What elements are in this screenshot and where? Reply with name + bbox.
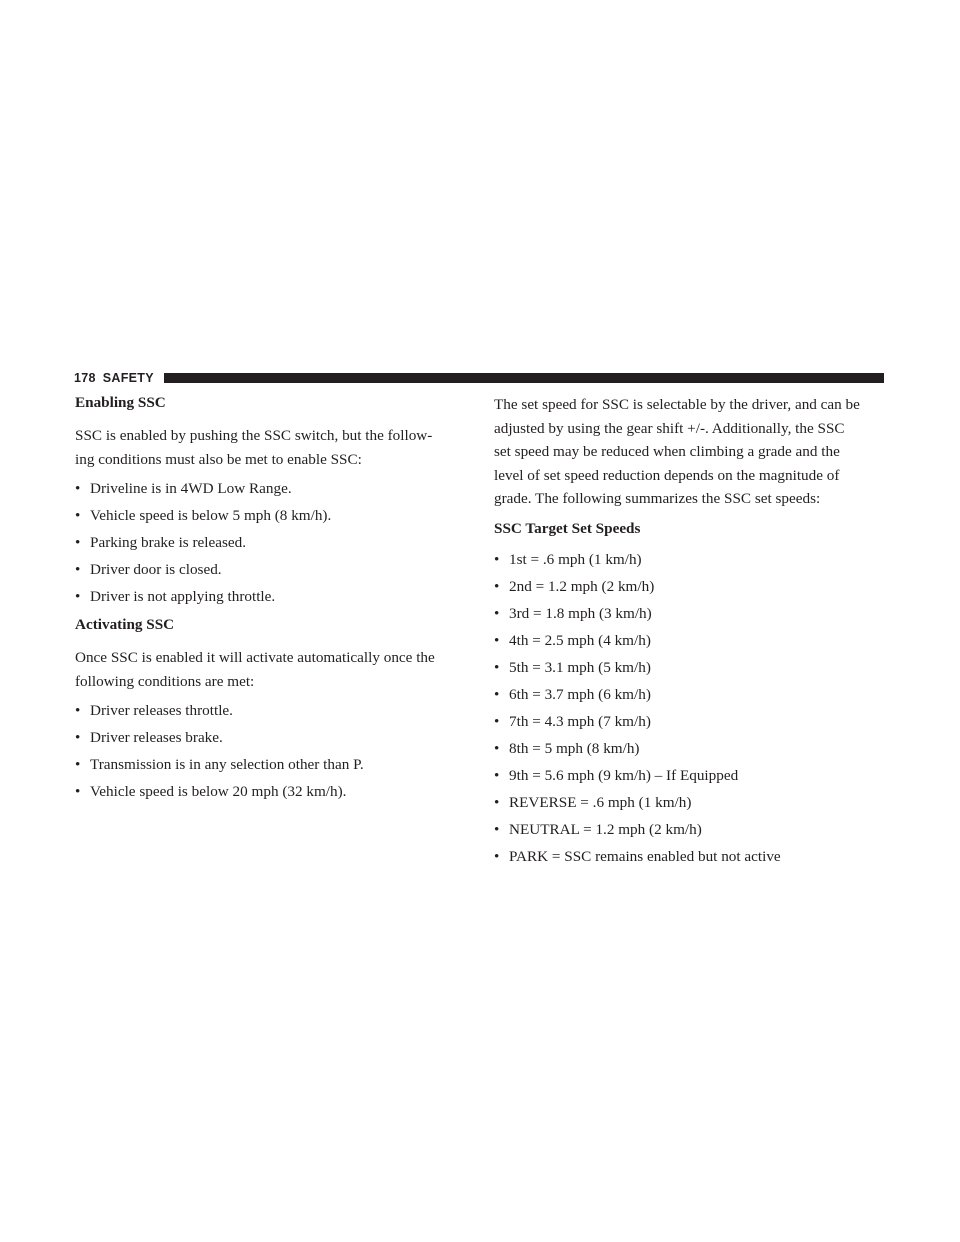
header-rule bbox=[164, 373, 884, 383]
bullet-icon: • bbox=[75, 756, 81, 774]
enabling-ssc-heading: Enabling SSC bbox=[75, 394, 166, 411]
list-item: • Driver door is closed. bbox=[75, 561, 222, 579]
list-item: • 5th = 3.1 mph (5 km/h) bbox=[494, 658, 651, 676]
intro-line: The set speed for SSC is selectable by the driver, and can be bbox=[494, 396, 860, 413]
list-item: • 8th = 5 mph (8 km/h) bbox=[494, 739, 640, 757]
bullet-icon: • bbox=[494, 712, 500, 730]
bullet-icon: • bbox=[494, 820, 500, 838]
bullet-icon: • bbox=[75, 729, 81, 747]
bullet-icon: • bbox=[75, 702, 81, 720]
enabling-intro-line-1: SSC is enabled by pushing the SSC switch, but the follow- bbox=[75, 427, 433, 444]
list-item: • 1st = .6 mph (1 km/h) bbox=[494, 550, 642, 568]
right-column bbox=[494, 393, 884, 875]
list-item: • REVERSE = .6 mph (1 km/h) bbox=[494, 793, 692, 811]
enabling-intro-line-2: ing conditions must also be met to enable SSC: bbox=[75, 450, 362, 468]
target-set-speeds-heading: SSC Target Set Speeds bbox=[494, 519, 641, 537]
bullet-icon: • bbox=[494, 577, 500, 595]
bullet-icon: • bbox=[75, 561, 81, 579]
intro-line: set speed may be reduced when climbing a grade and the bbox=[494, 443, 840, 461]
list-item: • PARK = SSC remains enabled but not active bbox=[494, 847, 781, 865]
activating-intro-line-1: Once SSC is enabled it will activate automatically once the bbox=[75, 649, 435, 667]
activating-intro-line-2: following conditions are met: bbox=[75, 672, 255, 690]
page-number: 178 bbox=[74, 371, 96, 385]
page-header bbox=[74, 371, 884, 385]
intro-line: level of set speed reduction depends on the magnitude of bbox=[494, 466, 840, 484]
bullet-icon: • bbox=[494, 847, 500, 865]
list-item: • 9th = 5.6 mph (9 km/h) – If Equipped bbox=[494, 766, 739, 784]
list-item: • Driver releases throttle. bbox=[75, 702, 233, 720]
enabling-ssc-intro bbox=[75, 424, 465, 471]
bullet-icon: • bbox=[494, 739, 500, 757]
list-item: • Transmission is in any selection other than P. bbox=[75, 756, 364, 774]
list-item: • Vehicle speed is below 20 mph (32 km/h). bbox=[75, 783, 347, 801]
list-item: • 6th = 3.7 mph (6 km/h) bbox=[494, 685, 651, 703]
bullet-icon: • bbox=[494, 550, 500, 568]
list-item: • Driver is not applying throttle. bbox=[75, 588, 276, 606]
list-item: • 4th = 2.5 mph (4 km/h) bbox=[494, 631, 651, 649]
list-item: • 7th = 4.3 mph (7 km/h) bbox=[494, 712, 651, 730]
intro-line: adjusted by using the gear shift +/-. Additionally, the SSC bbox=[494, 419, 845, 437]
bullet-icon: • bbox=[494, 658, 500, 676]
bullet-icon: • bbox=[75, 588, 81, 606]
bullet-icon: • bbox=[494, 793, 500, 811]
target-speeds-list bbox=[494, 550, 884, 866]
activating-ssc-heading: Activating SSC bbox=[75, 616, 175, 634]
list-item: • Driveline is in 4WD Low Range. bbox=[75, 480, 292, 498]
list-item: • 2nd = 1.2 mph (2 km/h) bbox=[494, 577, 655, 595]
bullet-icon: • bbox=[75, 534, 81, 552]
bullet-icon: • bbox=[75, 507, 81, 525]
left-column bbox=[75, 393, 465, 810]
activating-ssc-intro bbox=[75, 646, 465, 693]
list-item: • Driver releases brake. bbox=[75, 729, 223, 747]
bullet-icon: • bbox=[494, 604, 500, 622]
bullet-icon: • bbox=[75, 480, 81, 498]
bullet-icon: • bbox=[494, 631, 500, 649]
list-item: • NEUTRAL = 1.2 mph (2 km/h) bbox=[494, 820, 702, 838]
section-title: SAFETY bbox=[102, 371, 154, 385]
bullet-icon: • bbox=[494, 766, 500, 784]
intro-line: grade. The following summarizes the SSC set speeds: bbox=[494, 490, 821, 508]
list-item: • 3rd = 1.8 mph (3 km/h) bbox=[494, 604, 652, 622]
set-speed-intro bbox=[494, 393, 884, 511]
bullet-icon: • bbox=[494, 685, 500, 703]
bullet-icon: • bbox=[75, 783, 81, 801]
list-item: • Parking brake is released. bbox=[75, 534, 247, 552]
list-item: • Vehicle speed is below 5 mph (8 km/h). bbox=[75, 507, 332, 525]
enabling-conditions-list bbox=[75, 479, 465, 606]
activating-conditions-list bbox=[75, 701, 465, 801]
